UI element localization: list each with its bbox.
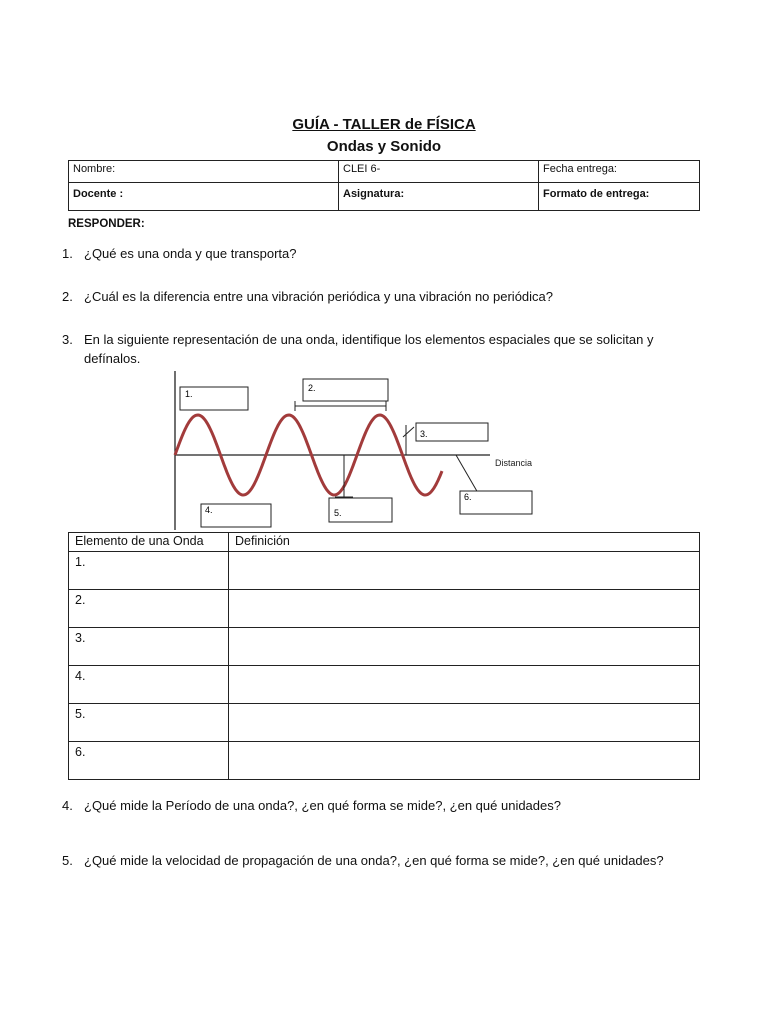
- column-header-definition: Definición: [229, 533, 700, 552]
- page-subtitle: Ondas y Sonido: [326, 138, 442, 155]
- delivery-format-field[interactable]: Formato de entrega:: [539, 183, 700, 211]
- question-text-continued: defínalos.: [84, 351, 141, 366]
- table-row-label: 2.: [69, 590, 229, 628]
- definition-cell[interactable]: [229, 552, 700, 590]
- question-text: En la siguiente representación de una onda, identifique los elementos espaciales que se solicitan y: [84, 332, 654, 347]
- question-text: ¿Qué mide la Período de una onda?, ¿en qué forma se mide?, ¿en qué unidades?: [84, 798, 561, 813]
- definition-cell[interactable]: [229, 704, 700, 742]
- label-box-1-text: 1.: [185, 389, 193, 399]
- label-box-5-text: 5.: [334, 508, 342, 518]
- wave-elements-table: [68, 532, 700, 780]
- table-row-label: 3.: [69, 628, 229, 666]
- question-number: 4.: [62, 798, 73, 813]
- definition-cell[interactable]: [229, 590, 700, 628]
- question-number: 3.: [62, 332, 73, 347]
- name-field[interactable]: Nombre:: [69, 161, 339, 183]
- table-row-label: 1.: [69, 552, 229, 590]
- column-header-element: Elemento de una Onda: [69, 533, 229, 552]
- question-number: 1.: [62, 246, 73, 261]
- teacher-field[interactable]: Docente :: [69, 183, 339, 211]
- question-text: ¿Qué es una onda y que transporta?: [84, 246, 297, 261]
- question-5: [62, 851, 664, 870]
- label-box-2: [303, 379, 388, 401]
- due-date-field[interactable]: Fecha entrega:: [539, 161, 700, 183]
- question-4: [62, 796, 561, 815]
- table-row-label: 5.: [69, 704, 229, 742]
- table-row-label: 6.: [69, 742, 229, 780]
- axis-label: Distancia: [495, 458, 533, 468]
- axis-pointer: [456, 455, 478, 493]
- question-2: [62, 287, 553, 306]
- definition-cell[interactable]: [229, 742, 700, 780]
- table-row-label: 4.: [69, 666, 229, 704]
- label-box-6-text: 6.: [464, 492, 472, 502]
- student-info-table: [68, 160, 700, 211]
- label-box-3-text: 3.: [420, 429, 428, 439]
- question-text: ¿Qué mide la velocidad de propagación de una onda?, ¿en qué forma se mide?, ¿en qué unidades?: [84, 853, 664, 868]
- question-1: [62, 244, 296, 263]
- wave-diagram: [160, 365, 560, 530]
- question-text: ¿Cuál es la diferencia entre una vibración periódica y una vibración no periódica?: [84, 289, 553, 304]
- label-box-2-text: 2.: [308, 383, 316, 393]
- respond-label: RESPONDER:: [68, 218, 145, 230]
- question-3: [62, 330, 702, 368]
- page-title: GUÍA - TALLER de FÍSICA: [292, 116, 476, 133]
- question-number: 5.: [62, 853, 73, 868]
- label-box-4-text: 4.: [205, 505, 213, 515]
- definition-cell[interactable]: [229, 666, 700, 704]
- question-number: 2.: [62, 289, 73, 304]
- subject-field[interactable]: Asignatura:: [339, 183, 539, 211]
- clei-field[interactable]: CLEI 6-: [339, 161, 539, 183]
- definition-cell[interactable]: [229, 628, 700, 666]
